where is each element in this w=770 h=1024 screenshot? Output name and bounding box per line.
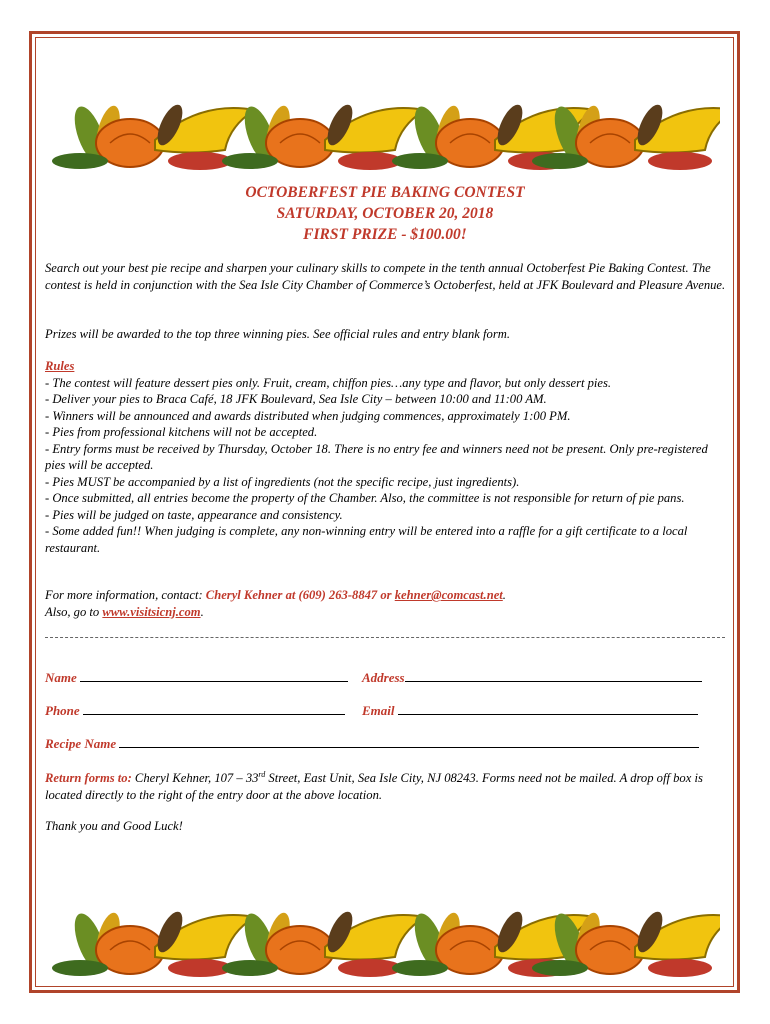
rule-item: - Pies from professional kitchens will not be accepted. bbox=[45, 425, 318, 439]
contact-prefix: For more information, contact: bbox=[45, 588, 206, 602]
rules-heading: Rules bbox=[45, 359, 75, 373]
address-line[interactable] bbox=[405, 670, 702, 682]
title-line-1: OCTOBERFEST PIE BAKING CONTEST bbox=[245, 184, 525, 201]
return-instructions: Street, East Unit, Sea Isle City, NJ 08243. Forms need not be mailed. A drop off box is located directly to the right of the entry door at the above location. bbox=[45, 771, 703, 802]
phone-line[interactable] bbox=[83, 703, 345, 715]
website-period: . bbox=[200, 604, 204, 619]
title-line-3: FIRST PRIZE - $100.00! bbox=[303, 226, 467, 243]
name-field[interactable] bbox=[45, 670, 348, 686]
return-sup: rd bbox=[258, 770, 266, 779]
recipe-name-line[interactable] bbox=[119, 736, 699, 748]
recipe-name-field[interactable] bbox=[45, 736, 699, 752]
rule-item: - Winners will be announced and awards distributed when judging commences, approximately 1:00 PM. bbox=[45, 408, 571, 423]
email-line[interactable] bbox=[398, 703, 698, 715]
email-field[interactable] bbox=[362, 703, 698, 719]
name-line[interactable] bbox=[80, 670, 348, 682]
return-label: Return forms to: bbox=[45, 771, 132, 786]
contact-or: or bbox=[377, 588, 395, 602]
prizes-paragraph: Prizes will be awarded to the top three winning pies. See official rules and entry blank form. bbox=[45, 327, 510, 341]
title-line-2: SATURDAY, OCTOBER 20, 2018 bbox=[276, 205, 494, 222]
harvest-cornucopia-icon bbox=[50, 902, 720, 980]
rule-item: - Once submitted, all entries become the property of the Chamber. Also, the committee is not responsible for return of pie pans. bbox=[45, 491, 685, 505]
email-link[interactable]: kehner@comcast.net bbox=[394, 588, 503, 602]
phone-label: Phone bbox=[45, 703, 80, 718]
thanks-text: Thank you and Good Luck! bbox=[45, 819, 183, 833]
intro-paragraph: Search out your best pie recipe and sharpen your culinary skills to compete in the tenth annual Octoberfest Pie Baking Contest. The contest is held in conjunction with the Sea Isle City Chamber of Commerce’s Octoberfest, held at JFK Boulevard and Pleasure Avenue. bbox=[45, 261, 726, 292]
website-link[interactable]: www.visitsicnj.com bbox=[102, 604, 201, 619]
rule-item: - Deliver your pies to Braca Café, 18 JFK Boulevard, Sea Isle City – between 10:00 and 11:00 AM. bbox=[45, 392, 547, 406]
recipe-name-label: Recipe Name bbox=[45, 736, 117, 751]
contact-name-phone: Cheryl Kehner at (609) 263-8847 bbox=[205, 588, 378, 602]
rule-item: - Pies MUST be accompanied by a list of ingredients (not the specific recipe, just ingredients). bbox=[45, 474, 520, 489]
address-label: Address bbox=[362, 670, 405, 685]
rule-item: - Some added fun!! When judging is complete, any non-winning entry will be entered into a raffle for a gift certificate to a local restaurant. bbox=[45, 524, 688, 555]
rule-item: - Pies will be judged on taste, appearance and consistency. bbox=[45, 507, 343, 522]
rule-item: - The contest will feature dessert pies only. Fruit, cream, chiffon pies…any type and flavor, but only dessert pies. bbox=[45, 375, 612, 390]
address-field[interactable] bbox=[362, 670, 702, 686]
contact-info bbox=[45, 587, 727, 620]
page-title bbox=[45, 182, 725, 245]
contact-period: . bbox=[502, 588, 506, 602]
email-label: Email bbox=[362, 703, 395, 718]
name-label: Name bbox=[45, 670, 77, 685]
phone-field[interactable] bbox=[45, 703, 345, 719]
harvest-cornucopia-icon bbox=[50, 95, 720, 173]
rule-item: - Entry forms must be received by Thursday, October 18. There is no entry fee and winners need not be present. Only pre-registered pies will be accepted. bbox=[45, 441, 708, 472]
also-text: Also, go to bbox=[45, 604, 103, 619]
return-address: Cheryl Kehner, 107 – 33 bbox=[131, 771, 259, 786]
return-paragraph bbox=[45, 767, 727, 803]
cut-line bbox=[45, 637, 725, 638]
rules-section bbox=[45, 358, 727, 556]
